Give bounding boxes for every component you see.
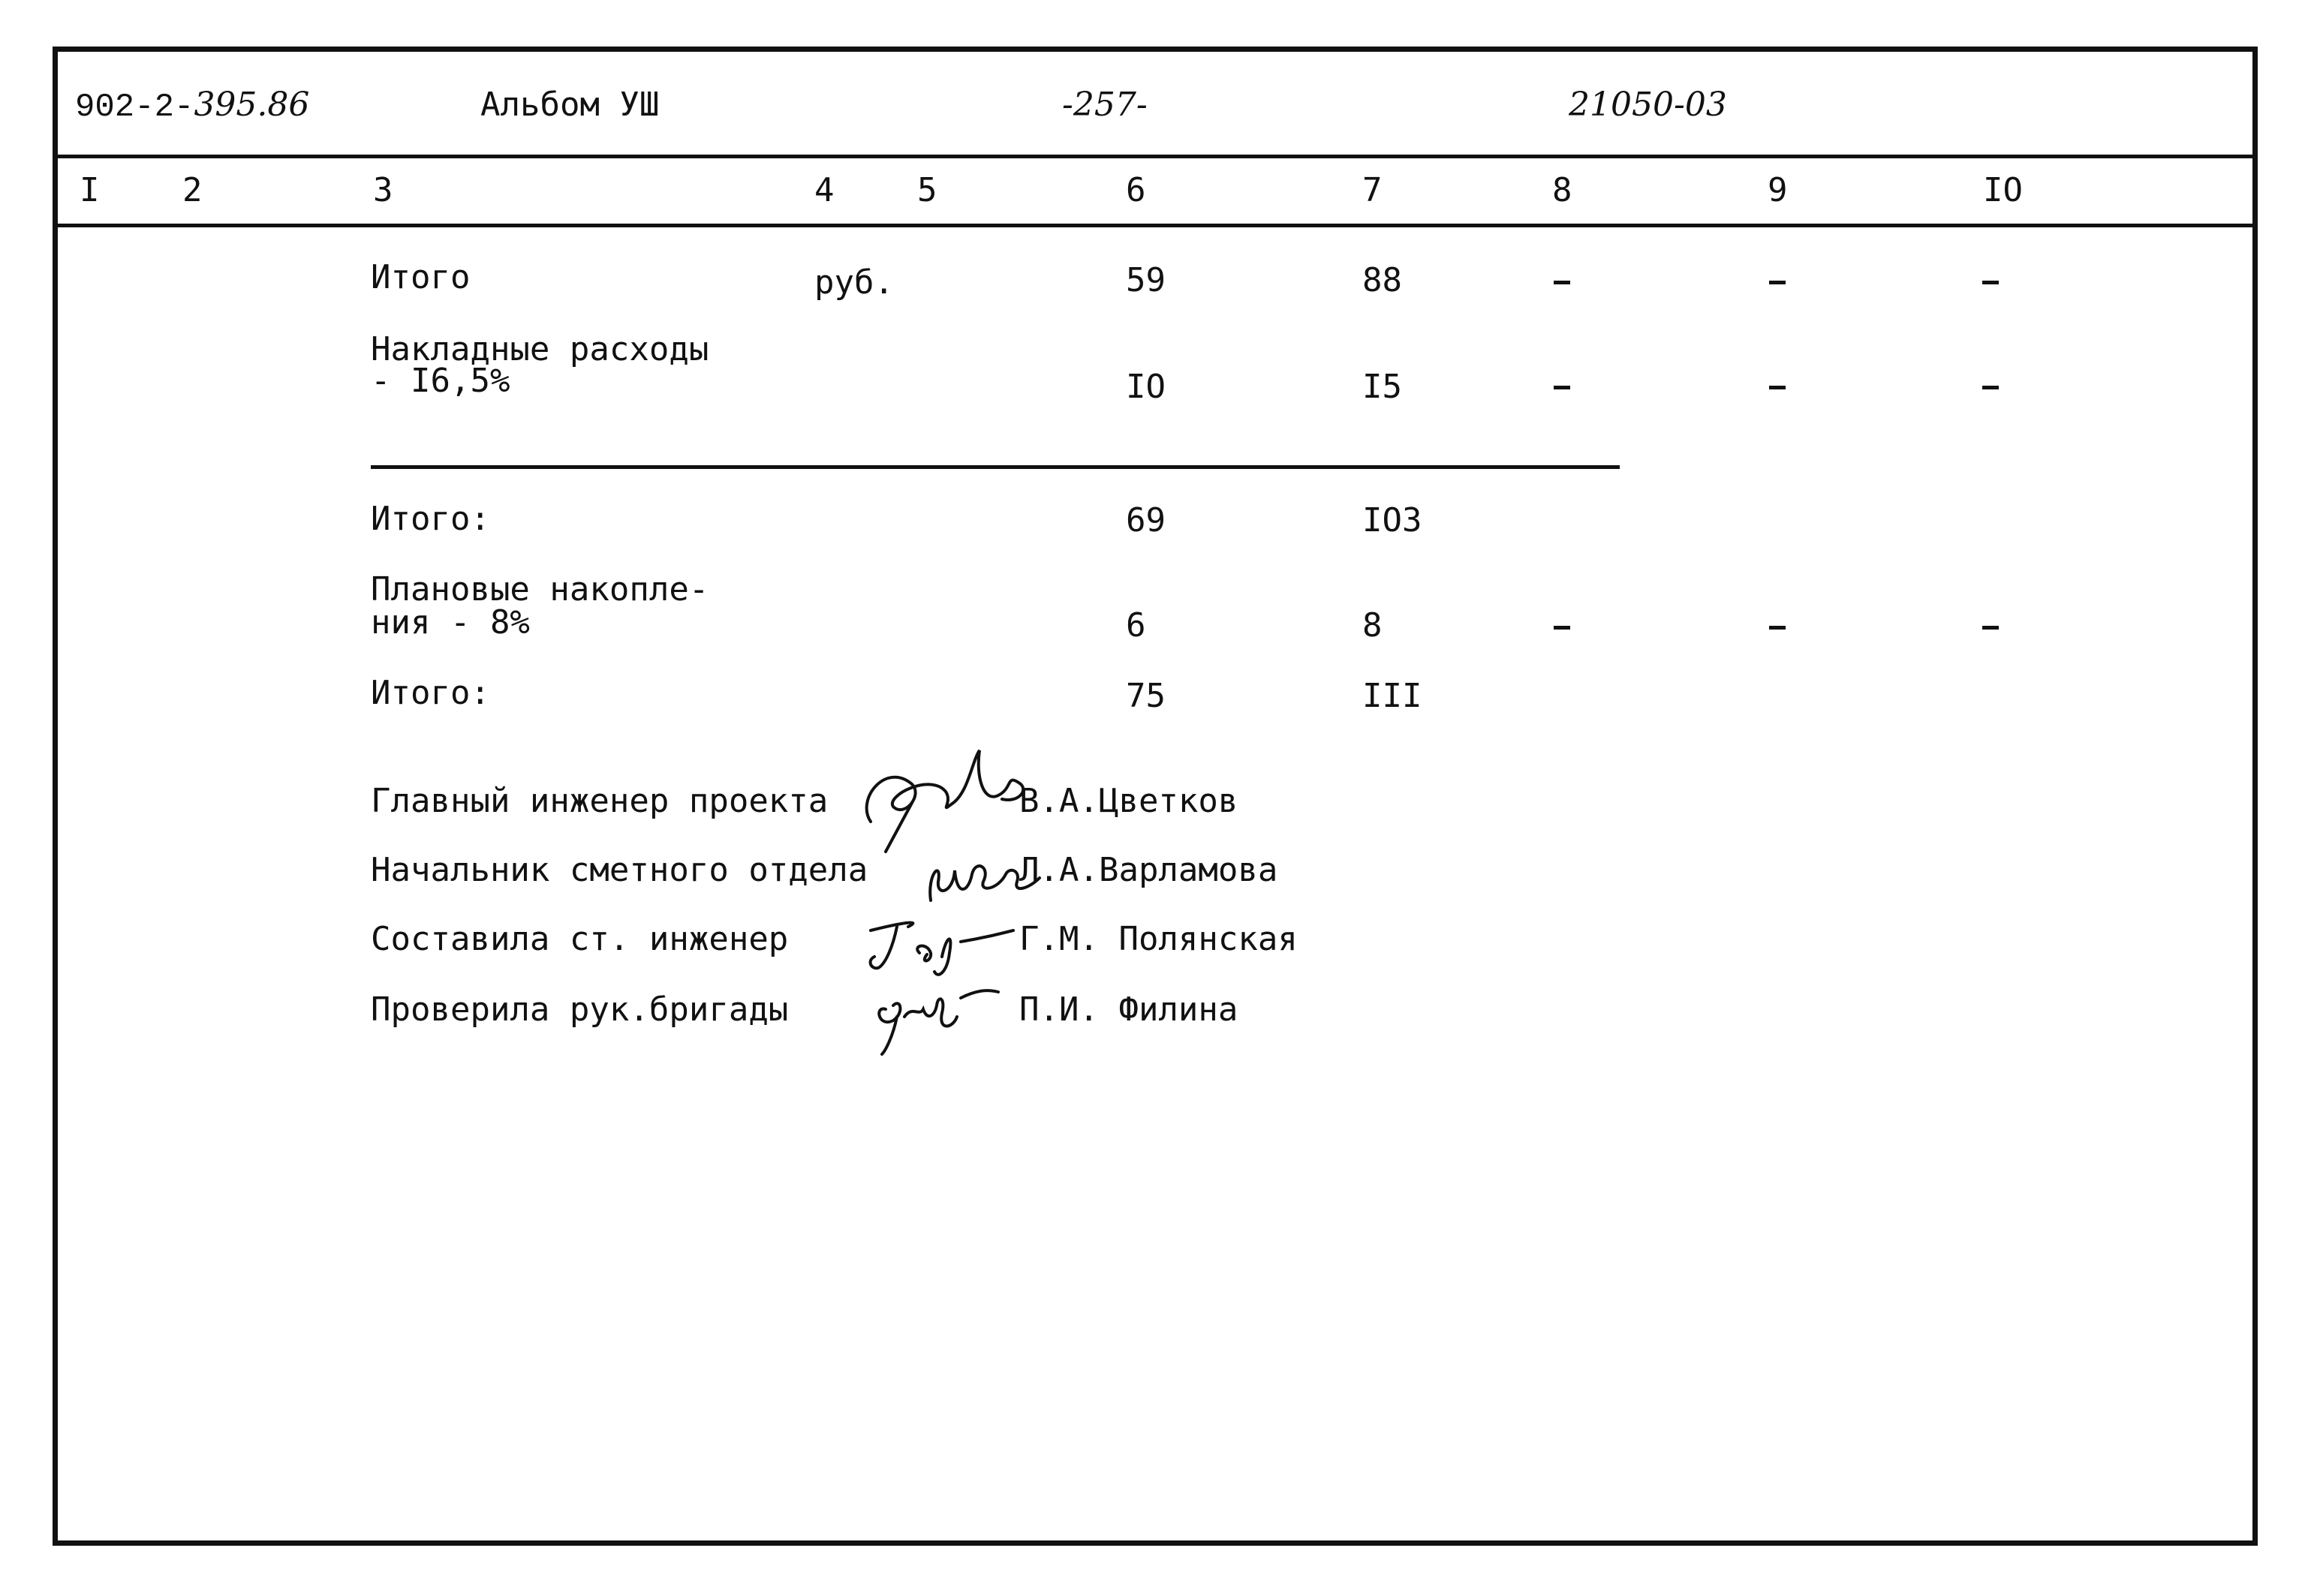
signature-role-checker: Проверила рук.бригады — [371, 990, 789, 1029]
document-code-handwritten: 395.86 — [194, 86, 310, 124]
row-overhead-label-2: - I6,5% — [371, 362, 510, 400]
row-total-col7: 88 — [1362, 261, 1402, 299]
doc-number: 21050-03 — [1569, 86, 1727, 124]
document-code-prefix: 902-2- — [75, 89, 194, 126]
row-subtotal-col7: IO3 — [1362, 501, 1422, 540]
signature-name-checker: П.И. Филина — [1019, 990, 1238, 1029]
row-overhead-label-1: Накладные расходы — [371, 330, 709, 368]
col-2-header: 2 — [182, 171, 203, 209]
row-grand-total-col7: III — [1362, 677, 1422, 715]
row-overhead-col6: IO — [1126, 368, 1166, 406]
signature-name-estimate-head: Л.А.Варламова — [1019, 851, 1278, 889]
column-header-rule — [58, 224, 2252, 227]
row-subtotal-label: Итого: — [371, 500, 490, 538]
row-planned-col8-dash — [1554, 626, 1570, 630]
signature-name-chief-engineer: В.А.Цветков — [1019, 782, 1238, 820]
album-title: Альбом УШ — [480, 86, 660, 124]
col-8-header: 8 — [1552, 171, 1572, 209]
subtotal-rule — [371, 465, 1620, 469]
row-grand-total-col6: 75 — [1126, 677, 1166, 715]
row-total-unit: руб. — [814, 263, 894, 302]
row-planned-col7: 8 — [1362, 606, 1383, 645]
page-number: -257- — [1062, 86, 1148, 124]
row-total-col9-dash — [1769, 281, 1786, 284]
col-7-header: 7 — [1362, 171, 1383, 209]
col-3-header: 3 — [373, 171, 393, 209]
signature-role-compiler: Составила ст. инженер — [371, 920, 789, 958]
col-10-header: IO — [1983, 171, 2023, 209]
header-rule — [58, 155, 2252, 158]
row-overhead-col10-dash — [1982, 386, 1999, 389]
row-total-col8-dash — [1554, 281, 1570, 284]
col-4-header: 4 — [814, 171, 835, 209]
signature-name-compiler: Г.М. Полянская — [1019, 920, 1298, 958]
row-total-col10-dash — [1982, 281, 1999, 284]
row-planned-col9-dash — [1769, 626, 1786, 630]
document-code — [75, 86, 310, 126]
col-1-header: I — [80, 171, 100, 209]
signature-role-chief-engineer: Главный инженер проекта — [371, 782, 829, 820]
row-overhead-col7: I5 — [1362, 368, 1402, 406]
signature-scribble-checker — [863, 975, 1013, 1058]
col-5-header: 5 — [917, 171, 937, 209]
row-planned-label-1: Плановые накопле- — [371, 570, 709, 609]
row-subtotal-col6: 69 — [1126, 501, 1166, 540]
row-planned-label-2: ния - 8% — [371, 603, 530, 642]
col-6-header: 6 — [1126, 171, 1146, 209]
signature-role-estimate-head: Начальник сметного отдела — [371, 851, 868, 889]
row-total-label: Итого — [371, 258, 471, 296]
row-total-col6: 59 — [1126, 261, 1166, 299]
row-grand-total-label: Итого: — [371, 674, 490, 712]
row-planned-col10-dash — [1982, 626, 1999, 630]
row-planned-col6: 6 — [1126, 606, 1146, 645]
row-overhead-col8-dash — [1554, 386, 1570, 389]
signature-scribble-estimate-head — [908, 829, 1051, 919]
row-overhead-col9-dash — [1769, 386, 1786, 389]
signature-scribble-compiler — [856, 908, 1021, 983]
col-9-header: 9 — [1768, 171, 1788, 209]
